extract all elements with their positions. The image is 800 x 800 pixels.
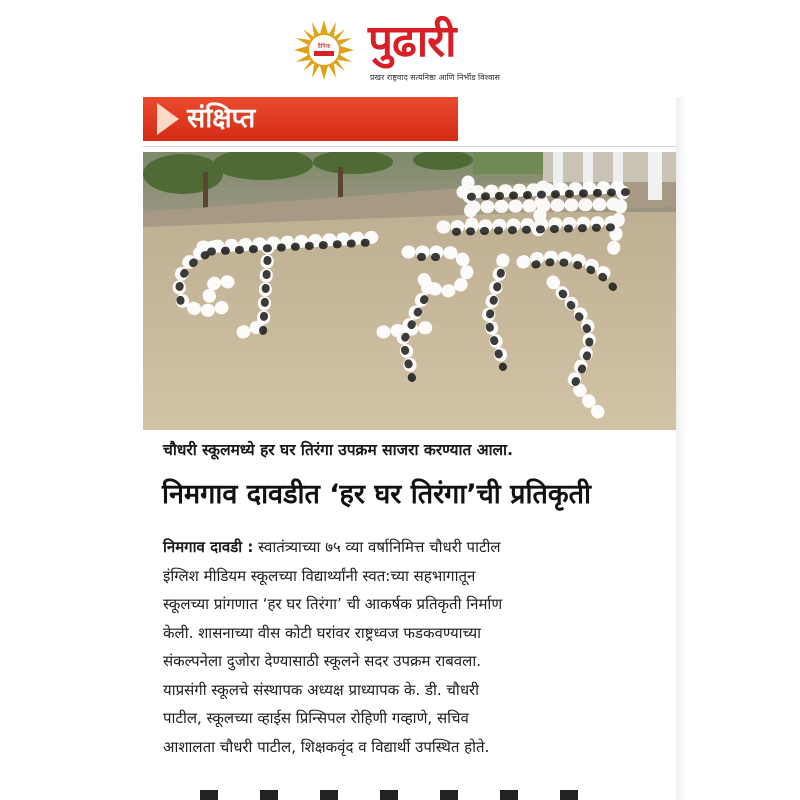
article-line-2: इंग्लिश मीडियम स्कूलच्या विद्यार्थ्यांनी स्वत:च्या सहभागातून [163, 566, 476, 585]
sun-seal-logo [292, 18, 356, 82]
article-line-1: निमगाव दावडी : स्वातंत्र्याच्या ७५ व्या वर्षानिमित्त चौधरी पाटील [163, 538, 501, 556]
masthead [292, 14, 522, 90]
article-line-3: स्कूलच्या प्रांगणात ‘हर घर तिरंगा’ ची आकर्षक प्रतिकृती निर्माण [163, 595, 503, 613]
photo-school-ground [143, 152, 676, 430]
dateline: निमगाव दावडी : [163, 538, 254, 556]
photo-caption: चौधरी स्कूलमध्ये हर घर तिरंगा उपक्रम साजरा करण्यात आला. [163, 441, 513, 459]
page-edge-shadow [676, 97, 686, 800]
seal-text: दैनिक [317, 43, 331, 50]
section-label: संक्षिप्त [187, 103, 256, 134]
article-line-6: याप्रसंगी स्कूलचे संस्थापक अध्यक्ष प्राध्यापक के. डी. चौधरी [163, 680, 480, 699]
article-line-8: आशालता चौधरी पाटील, शिक्षकवृंद व विद्यार्थी उपस्थित होते. [163, 737, 490, 756]
divider [143, 146, 676, 147]
next-article-cutoff [200, 790, 620, 800]
article-body [163, 533, 663, 761]
article-line-7: पाटील, स्कूलच्या व्हाईस प्रिन्सिपल रोहिणी गव्हाणे, सचिव [163, 709, 469, 727]
article-headline: निमगाव दावडीत ‘हर घर तिरंगा’ची प्रतिकृती [162, 479, 592, 510]
article-line-4: केली. शासनाच्या वीस कोटी घरांवर राष्ट्रध्वज फडकवण्याच्या [163, 623, 482, 642]
article-line-5: संकल्पनेला दुजोरा देण्यासाठी स्कूलने सदर उपक्रम राबवला. [163, 652, 481, 670]
brand-logo-text: पुढारी [368, 16, 456, 67]
news-photo [143, 152, 676, 430]
brand-tagline: प्रखर राष्ट्रवाद सत्यनिष्ठा आणि निर्भीड विश्वास [370, 73, 500, 82]
arrow-icon [157, 103, 179, 135]
section-tab [143, 97, 458, 141]
